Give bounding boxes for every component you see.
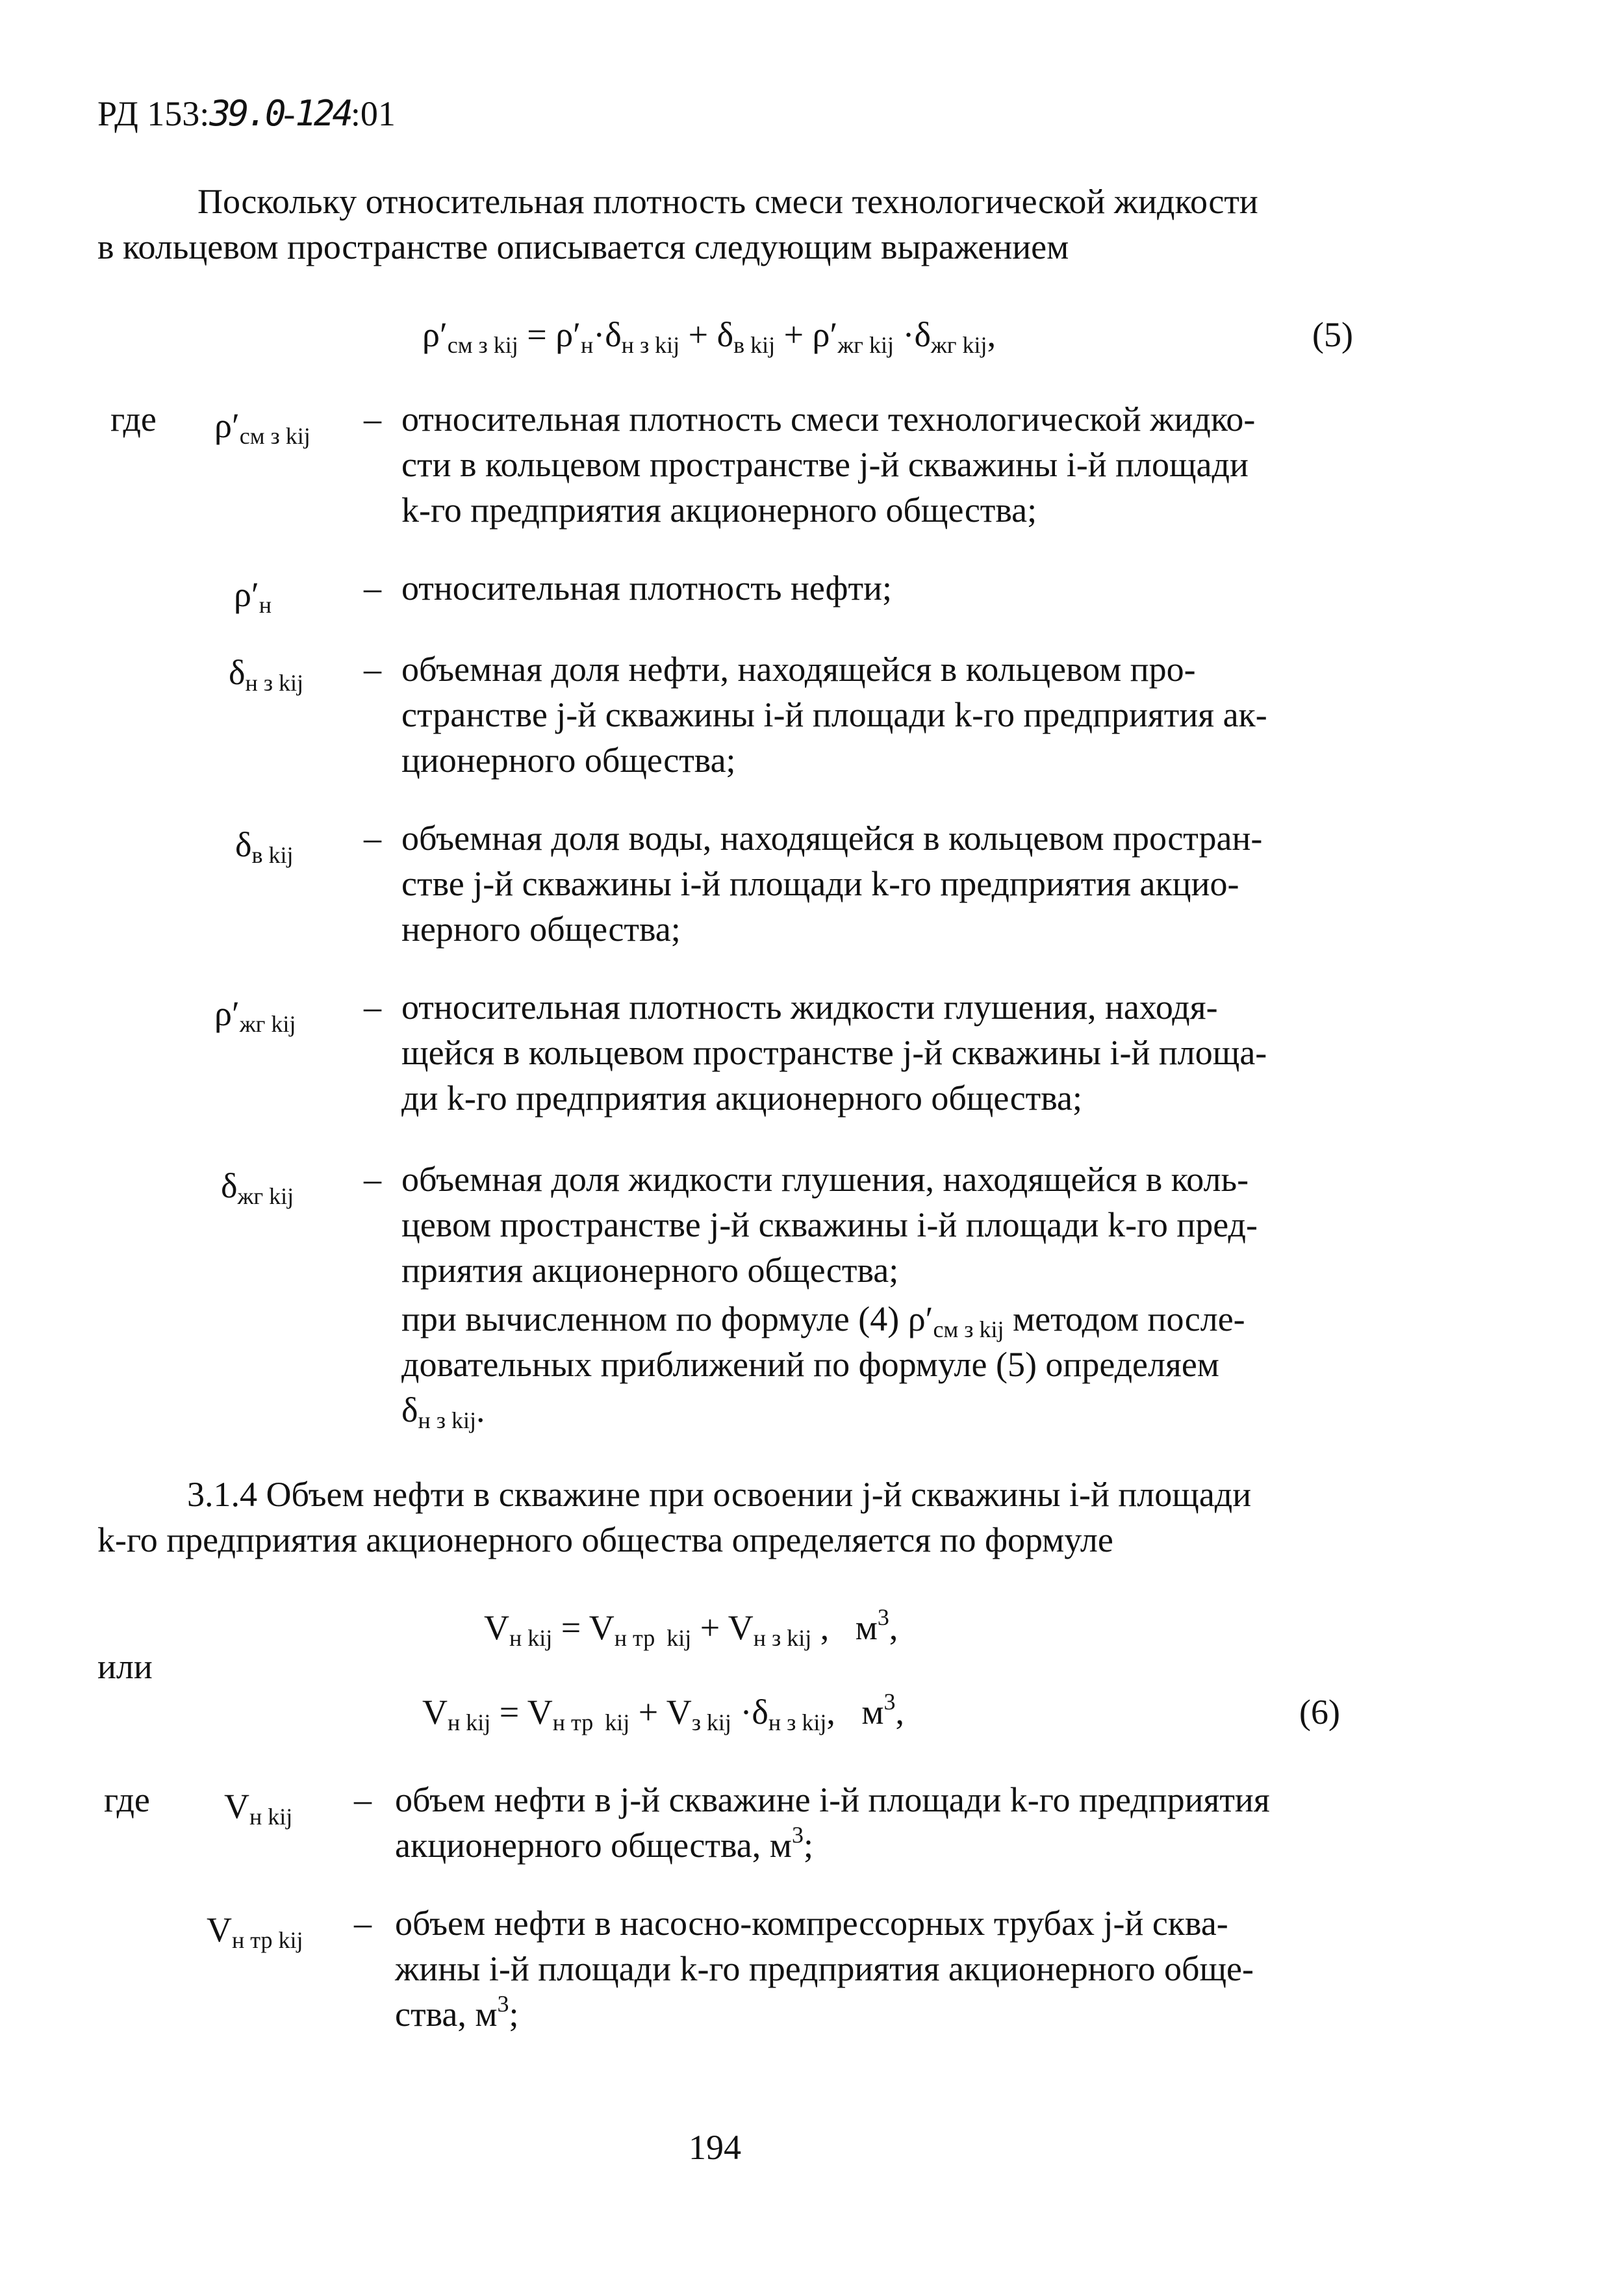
definition-2-line-1: относительная плотность нефти; [401, 569, 893, 607]
document-code-suffix: :01 [350, 94, 396, 133]
equation-6-number: (6) [1299, 1693, 1340, 1732]
equation-6: $V_{н kij} = V_{н тр kij} + V_{з kij} \cdot\delta_{н з kij}$, $м^3$, [422, 1689, 905, 1735]
definition-5-line-3: ди k-го предприятия акционерного общества; [401, 1079, 1083, 1118]
handwritten-code-1: 39.0 [209, 93, 284, 134]
symbol-delta-v: $\delta_{в kij}$ [235, 825, 294, 868]
symbol-rho-n: $\rho'_н$ [234, 575, 272, 618]
note-line-1-start: при вычисленном по формуле (4) [401, 1299, 908, 1338]
where-label: где [110, 400, 157, 439]
definition-5-line-2: щейся в кольцевом пространстве j-й скважины i-й площа- [401, 1033, 1267, 1072]
equation-volume-1: $V_{н kij} = V_{н тр kij} + V_{н з kij}$ , $м^3$, [484, 1604, 898, 1651]
definition-3-line-1: объемная доля нефти, находящейся в кольцевом про- [401, 650, 1196, 689]
dash-4: – [364, 819, 381, 858]
document-code [97, 91, 396, 136]
definition-5-line-1: относительная плотность жидкости глушения, находя- [401, 988, 1218, 1027]
definition-1-line-2: сти в кольцевом пространстве j-й скважины i-й площади [401, 445, 1249, 484]
handwritten-code-2: 124 [295, 93, 351, 134]
dash-3: – [364, 650, 381, 689]
note-line-3-symbol: $\delta_{н з kij}$. [401, 1390, 485, 1433]
definition-8-line-3: ства, $м^3$; [395, 1991, 519, 2034]
definition-3-line-3: ционерного общества; [401, 741, 736, 780]
definition-8-line-3-text: ства, м [395, 1995, 498, 2034]
definition-4-line-1: объемная доля воды, находящейся в кольцевом простран- [401, 819, 1263, 858]
where-label-2: где [104, 1780, 150, 1819]
definition-8-line-2: жины i-й площади k-го предприятия акционерного обще- [395, 1949, 1254, 1988]
dash-1: – [364, 400, 381, 439]
definition-8-line-1: объем нефти в насосно-компрессорных трубах j-й сква- [395, 1904, 1228, 1943]
definition-6-line-2: цевом пространстве j-й скважины i-й площади k-го пред- [401, 1205, 1258, 1244]
page-number: 194 [689, 2128, 741, 2167]
symbol-v-n-tr: $V_{н тр kij}$ [207, 1910, 303, 1953]
note-line-1-end: методом после- [1004, 1299, 1245, 1338]
equation-5-number: (5) [1312, 315, 1353, 354]
document-code-prefix: РД 153: [97, 94, 210, 133]
definition-7-line-2-text: акционерного общества, м [395, 1826, 792, 1865]
definition-1-line-1: относительная плотность смеси технологической жидко- [401, 400, 1256, 439]
symbol-delta-zhg: $\delta_{жг kij}$ [221, 1166, 294, 1209]
definition-7-line-2: акционерного общества, $м^3$; [395, 1822, 813, 1865]
intro-line-2: в кольцевом пространстве описывается следующим выражением [97, 227, 1069, 266]
symbol-delta-n-z: $\delta_{н з kij}$ [229, 653, 303, 696]
definition-1-line-3: k-го предприятия акционерного общества; [401, 491, 1037, 530]
intro-line-1: Поскольку относительная плотность смеси технологической жидкости [197, 182, 1258, 221]
definition-6-line-3: приятия акционерного общества; [401, 1251, 899, 1290]
definition-7-line-1: объем нефти в j-й скважине i-й площади k-го предприятия [395, 1780, 1270, 1819]
equation-5: $\rho'_{см з kij} = \rho'_н\cdot\delta_{н з kij} + \delta_{в kij} + \rho'_{жг kij} \cdot\delta_{жг kij}$, [422, 315, 996, 358]
section-line-1: 3.1.4 Объем нефти в скважине при освоении j-й скважины i-й площади [187, 1475, 1252, 1514]
dash-6: – [364, 1160, 381, 1199]
symbol-v-n: $V_{н kij}$ [224, 1787, 293, 1830]
definition-4-line-2: стве j-й скважины i-й площади k-го предприятия акцио- [401, 864, 1239, 903]
note-line-1: при вычисленном по формуле (4) $\rho'_{см з kij}$ методом после- [401, 1299, 1245, 1342]
note-line-2: довательных приближений по формуле (5) определяем [401, 1345, 1219, 1384]
definition-6-line-1: объемная доля жидкости глушения, находящейся в коль- [401, 1160, 1249, 1199]
or-label: или [97, 1647, 153, 1686]
dash-8: – [354, 1904, 372, 1943]
symbol-rho-zhg: $\rho'_{жг kij}$ [214, 994, 296, 1037]
definition-3-line-2: странстве j-й скважины i-й площади k-го предприятия ак- [401, 695, 1267, 734]
dash-7: – [354, 1780, 372, 1819]
document-code-separator: - [283, 94, 296, 133]
section-line-2: k-го предприятия акционерного общества определяется по формуле [97, 1520, 1113, 1559]
dash-5: – [364, 988, 381, 1027]
dash-2: – [364, 569, 381, 607]
symbol-rho-sm-z: $\rho'_{см з kij}$ [214, 406, 311, 449]
definition-4-line-3: нерного общества; [401, 910, 681, 949]
